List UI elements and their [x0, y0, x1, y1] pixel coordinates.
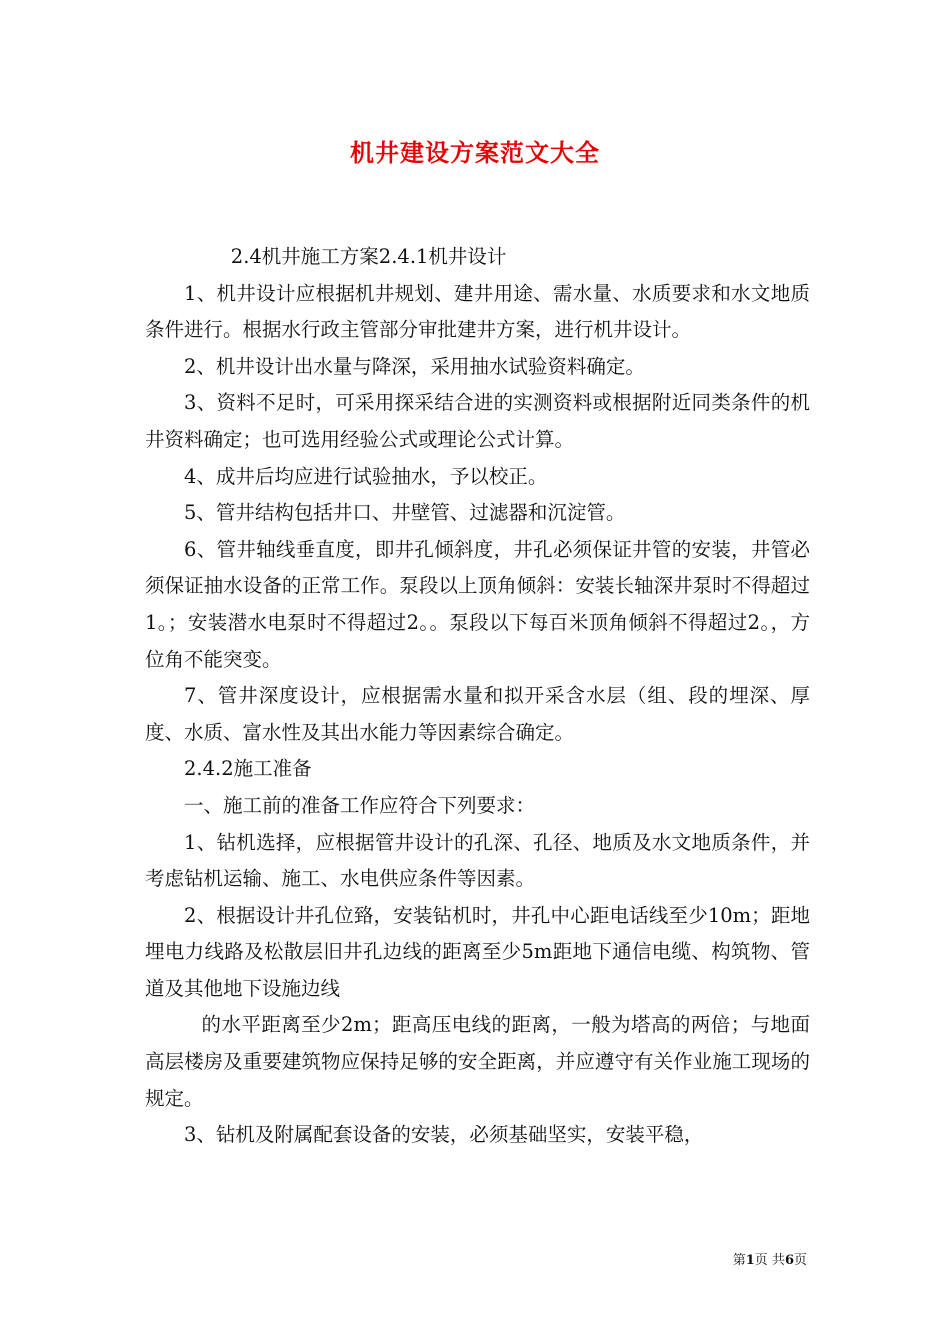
paragraph: 1、机井设计应根据机井规划、建井用途、需水量、水质要求和水文地质条件进行。根据水行政主管部分审批建井方案，进行机井设计。: [145, 281, 810, 342]
paragraph: 5、管井结构包括井口、井壁管、过滤器和沉淀管。: [184, 501, 626, 525]
page-footer: [733, 1249, 807, 1268]
paragraph: 3、钻机及附属配套设备的安装，必须基础坚实，安装平稳，: [184, 1123, 704, 1147]
paragraph: 一、施工前的准备工作应符合下列要求：: [184, 793, 536, 817]
page-total: 6: [784, 1253, 794, 1268]
page-label-middle: 页 共: [754, 1253, 785, 1268]
paragraph: 4、成井后均应进行试验抽水，予以校正。: [184, 464, 548, 488]
paragraph: 2、机井设计出水量与降深，采用抽水试验资料确定。: [184, 354, 645, 378]
section-heading-2-4-2: 2.4.2施工准备: [184, 757, 312, 781]
document-body: [145, 239, 810, 1154]
page-current: 1: [745, 1253, 755, 1268]
paragraph: 1、钻机选择，应根据管井设计的孔深、孔径、地质及水文地质条件，并考虑钻机运输、施工、水电供应条件等因素。: [145, 830, 810, 891]
paragraph-continuation: 的水平距离至少2m；距高压电线的距离，一般为塔高的两倍；与地面高层楼房及重要建筑物应保持足够的安全距离，并应遵守有关作业施工现场的规定。: [145, 1013, 810, 1110]
page-label-suffix: 页: [793, 1253, 807, 1268]
paragraph: 2、根据设计井孔位臵，安装钻机时，井孔中心距电话线至少10m；距地埋电力线路及松散层旧井孔边线的距离至少5m距地下通信电缆、构筑物、管道及其他地下设施边线: [145, 903, 810, 1000]
page-label-prefix: 第: [732, 1253, 746, 1268]
section-heading-2-4: 2.4机井施工方案2.4.1机井设计: [230, 245, 507, 268]
paragraph: 6、管井轴线垂直度，即井孔倾斜度，井孔必须保证井管的安装，井管必须保证抽水设备的正常工作。泵段以上顶角倾斜：安装长轴深井泵时不得超过1。；安装潜水电泵时不得超过2。。泵段以下每百米顶角倾斜不得超过2。，方位角不能突变。: [145, 537, 810, 671]
document-title: 机井建设方案范文大全: [350, 138, 600, 167]
paragraph: 7、管井深度设计，应根据需水量和拟开采含水层（组、段的埋深、厚度、水质、富水性及其出水能力等因素综合确定。: [145, 684, 810, 744]
paragraph: 3、资料不足时，可采用探采结合进的实测资料或根据附近同类条件的机井资料确定；也可选用经验公式或理论公式计算。: [145, 391, 810, 451]
